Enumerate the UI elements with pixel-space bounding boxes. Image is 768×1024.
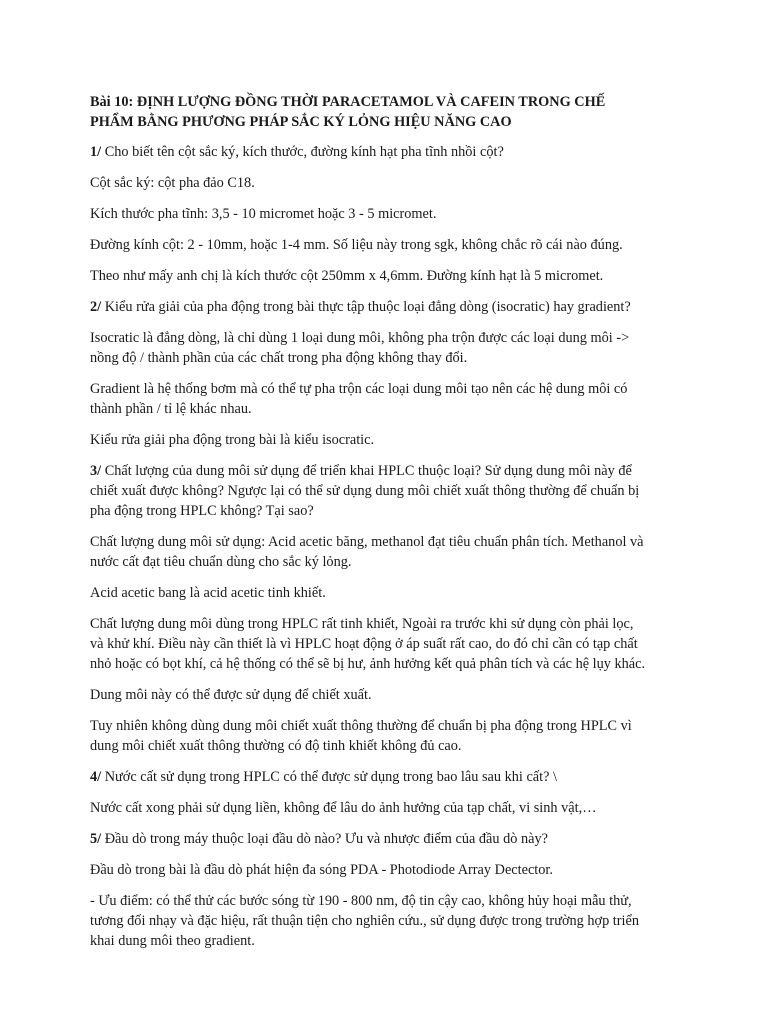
answer-paragraph [90, 614, 680, 674]
answer-paragraph [90, 204, 680, 224]
line-text: nồng độ / thành phần của các chất trong pha động không thay đổi. [90, 350, 468, 366]
paragraph-line [90, 481, 680, 501]
paragraph-line [90, 399, 680, 419]
paragraph-line [90, 235, 680, 255]
line-text: Nước cất sử dụng trong HPLC có thể được sử dụng trong bao lâu sau khi cất? \ [101, 769, 557, 785]
answer-paragraph [90, 173, 680, 193]
line-text: Chất lượng dung môi sử dụng: Acid acetic băng, methanol đạt tiêu chuẩn phân tích. Methanol và [90, 534, 644, 550]
document-body [90, 142, 680, 951]
paragraph-line [90, 931, 680, 951]
question-paragraph [90, 461, 680, 521]
question-paragraph [90, 829, 680, 849]
question-paragraph [90, 767, 680, 787]
line-text: Cho biết tên cột sắc ký, kích thước, đường kính hạt pha tĩnh nhồi cột? [101, 144, 504, 160]
line-text: Acid acetic bang là acid acetic tinh khiết. [90, 585, 326, 601]
line-text: Nước cất xong phải sử dụng liền, không để lâu do ảnh hưởng của tạp chất, vi sinh vật,… [90, 800, 597, 816]
paragraph-line [90, 532, 680, 552]
paragraph-line [90, 266, 680, 286]
answer-paragraph [90, 532, 680, 572]
answer-paragraph [90, 685, 680, 705]
line-text: Tuy nhiên không dùng dung môi chiết xuất thông thường để chuẩn bị pha động trong HPLC vì [90, 718, 632, 734]
question-paragraph [90, 297, 680, 317]
paragraph-line [90, 654, 680, 674]
answer-paragraph [90, 583, 680, 603]
line-text: Isocratic là đẳng dòng, là chỉ dùng 1 loại dung môi, không pha trộn được các loại dung môi -> [90, 330, 630, 346]
document-title [90, 92, 680, 132]
line-text: và khử khí. Điều này cần thiết là vì HPLC hoạt động ở áp suất rất cao, do đó chỉ cần có tạp chất [90, 636, 638, 652]
line-text: Kích thước pha tĩnh: 3,5 - 10 micromet hoặc 3 - 5 micromet. [90, 206, 437, 222]
line-text: Theo như mấy anh chị là kích thước cột 250mm x 4,6mm. Đường kính hạt là 5 micromet. [90, 268, 604, 284]
paragraph-line [90, 736, 680, 756]
title-line: Bài 10: ĐỊNH LƯỢNG ĐỒNG THỜI PARACETAMOL VÀ CAFEIN TRONG CHẾ [90, 94, 606, 110]
paragraph-line [90, 829, 680, 849]
question-number: 2/ [90, 299, 102, 315]
answer-paragraph [90, 891, 680, 951]
paragraph-line [90, 716, 680, 736]
line-text: pha động trong HPLC không? Tại sao? [90, 503, 314, 519]
line-text: Kiểu rửa giải pha động trong bài là kiểu isocratic. [90, 432, 375, 448]
line-text: tương đối nhạy và đặc hiệu, rất thuận tiện cho nghiên cứu., sử dụng được trong trường hợp triển [90, 913, 640, 929]
question-number: 5/ [90, 831, 102, 847]
paragraph-line [90, 614, 680, 634]
answer-paragraph [90, 235, 680, 255]
document-page [90, 92, 680, 962]
line-text: Chất lượng của dung môi sử dụng để triển khai HPLC thuộc loại? Sử dụng dung môi này để [101, 463, 632, 479]
answer-paragraph [90, 430, 680, 450]
paragraph-line [90, 583, 680, 603]
paragraph-line [90, 142, 680, 162]
paragraph-line [90, 767, 680, 787]
line-text: Đầu dò trong bài là đầu dò phát hiện đa sóng PDA - Photodiode Array Dectector. [90, 862, 553, 878]
line-text: Đường kính cột: 2 - 10mm, hoặc 1-4 mm. Số liệu này trong sgk, không chắc rõ cái nào đúng. [90, 237, 623, 253]
paragraph-line [90, 348, 680, 368]
paragraph-line [90, 501, 680, 521]
line-text: Đầu dò trong máy thuộc loại đầu dò nào? Ưu và nhược điểm của đầu dò này? [101, 831, 548, 847]
paragraph-line [90, 891, 680, 911]
paragraph-line [90, 461, 680, 481]
line-text: Chất lượng dung môi dùng trong HPLC rất tinh khiết, Ngoài ra trước khi sử dụng còn phải lọc, [90, 616, 634, 632]
answer-paragraph [90, 266, 680, 286]
paragraph-line [90, 297, 680, 317]
answer-paragraph [90, 716, 680, 756]
paragraph-line [90, 685, 680, 705]
paragraph-line [90, 379, 680, 399]
question-paragraph [90, 142, 680, 162]
paragraph-line [90, 552, 680, 572]
answer-paragraph [90, 379, 680, 419]
line-text: nhỏ hoặc có bọt khí, cả hệ thống có thể sẽ bị hư, ảnh hưởng kết quả phân tích và các hệ lụy khác. [90, 656, 646, 672]
answer-paragraph [90, 328, 680, 368]
answer-paragraph [90, 798, 680, 818]
line-text: - Ưu điểm: có thể thử các bước sóng từ 190 - 800 nm, độ tin cậy cao, không hủy hoại mẫu thử, [90, 893, 632, 909]
answer-paragraph [90, 860, 680, 880]
line-text: Cột sắc ký: cột pha đảo C18. [90, 175, 255, 191]
paragraph-line [90, 328, 680, 348]
question-number: 1/ [90, 144, 102, 160]
paragraph-line [90, 798, 680, 818]
paragraph-line [90, 173, 680, 193]
paragraph-line [90, 860, 680, 880]
paragraph-line [90, 911, 680, 931]
line-text: thành phần / tỉ lệ khác nhau. [90, 401, 252, 417]
line-text: khai dung môi theo gradient. [90, 933, 255, 949]
line-text: dung môi chiết xuất thông thường có độ tinh khiết không đủ cao. [90, 738, 462, 754]
line-text: Gradient là hệ thống bơm mà có thể tự pha trộn các loại dung môi tạo nên các hệ dung môi có [90, 381, 628, 397]
line-text: Dung môi này có thể được sử dụng để chiết xuất. [90, 687, 372, 703]
line-text: chiết xuất được không? Ngược lại có thể sử dụng dung môi chiết xuất thông thường để chuẩn bị [90, 483, 640, 499]
line-text: Kiểu rửa giải của pha động trong bài thực tập thuộc loại đẳng dòng (isocratic) hay gradient? [101, 299, 631, 315]
question-number: 3/ [90, 463, 102, 479]
line-text: nước cất đạt tiêu chuẩn dùng cho sắc ký lỏng. [90, 554, 352, 570]
question-number: 4/ [90, 769, 102, 785]
paragraph-line [90, 430, 680, 450]
title-line: PHẨM BẰNG PHƯƠNG PHÁP SẮC KÝ LỎNG HIỆU NĂNG CAO [90, 114, 512, 130]
paragraph-line [90, 204, 680, 224]
paragraph-line [90, 634, 680, 654]
